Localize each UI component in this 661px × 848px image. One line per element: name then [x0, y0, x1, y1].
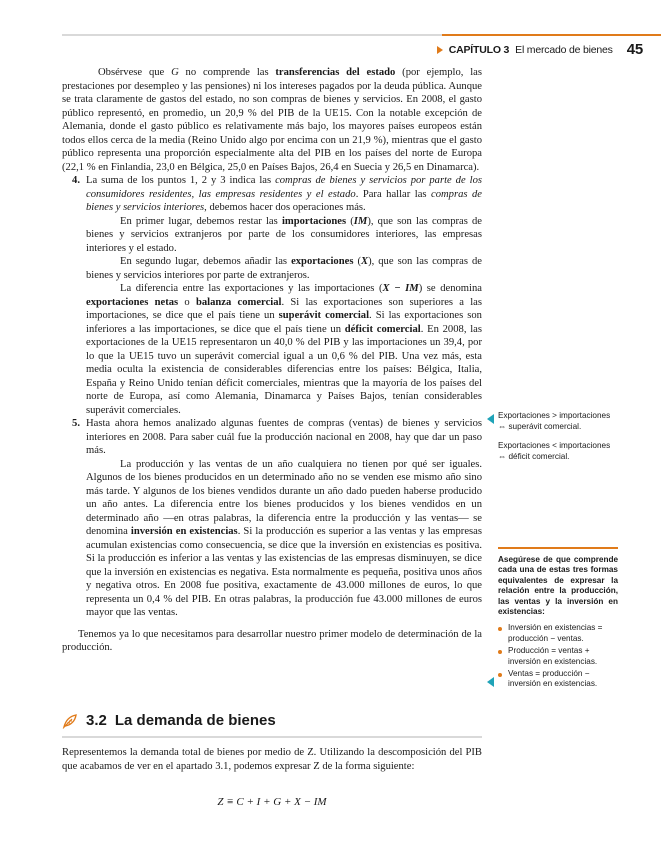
bullet-icon: [498, 627, 502, 631]
item4-para-2: En primer lugar, debemos restar las importaciones (IM), que son las compras de bienes y servicios extranjeros por parte de los consumidores interiores, las empresas interiores y el estado.: [86, 215, 483, 254]
leaf-icon: [62, 713, 78, 729]
item-number: 4.: [72, 175, 80, 186]
chapter-label: CAPÍTULO 3: [448, 43, 510, 56]
key-point-box: [498, 547, 618, 692]
header-rule: [62, 34, 661, 36]
bullet-icon: [498, 673, 502, 677]
box-list-item: Ventas = producción − inversión en existencias.: [498, 669, 618, 690]
section-paragraph: Representemos la demanda total de bienes por medio de Z. Utilizando la descomposición del PIB que acabamos de ver en el apartado 3.1, podemos expresar Z de la forma siguiente:: [62, 747, 482, 772]
section-heading: [62, 712, 276, 729]
box-list-item: Inversión en existencias = producción − ventas.: [498, 623, 618, 644]
page-number: 45: [626, 41, 643, 58]
list-item-5: [62, 417, 482, 620]
item5-para-2: La producción y las ventas de un año cualquiera no tienen por qué ser iguales. Algunos de los bienes producidos en un determinado año no se venden ese mismo año sino más tarde. Y algunos de los bienes vendidos durante un año dado pueden haberse producido un año antes. La diferencia entre los bienes producidos y los bienes vendidos en un determinado año —en otras palabras, la diferencia entre la producción y las ventas— se denomina inversión en existencias. Si la producción es superior a las ventas y las empresas acumulan existencias como consecuencia, se dice que la inversión en existencias es positiva. Si la producción es inferior a las ventas y las existencias de las empresas disminuyen, se dice que la inversión en existencias es negativa. Esta normalmente es pequeña, positiva unos años y negativa otros. En 2008 fue positiva, exactamente de 43.000 millones de euros, lo que representa un 0,4 % del PIB. En otras palabras, la producción fue 43.000 millones de euros mayor que las ventas.: [86, 458, 482, 618]
item-number: 5.: [72, 418, 80, 429]
sidenote-deficit: Exportaciones < importaciones ⇔ déficit comercial.: [498, 441, 611, 461]
box-rule: [498, 547, 618, 549]
demand-formula: Z ≡ C + I + G + X − IM: [217, 796, 327, 808]
box-list-item: Producción = ventas + inversión en existencias.: [498, 646, 618, 667]
main-text: [62, 66, 482, 655]
box-list: [498, 623, 618, 689]
box-intro: Asegúrese de que comprende cada una de estas tres formas equivalentes de expresar la relación entre la producción, las ventas y la inversión en existencias:: [498, 555, 618, 617]
section-rule: [62, 736, 482, 738]
margin-marker-icon: [487, 677, 494, 687]
item4-para-1: La suma de los puntos 1, 2 y 3 indica las compras de bienes y servicios por parte de los consumidores residentes, las empresas residentes y el estado. Para hallar las compras de bienes y servicios interiores, debemos hacer dos operaciones más.: [86, 175, 483, 213]
list-item-4: [62, 174, 482, 417]
section-title: La demanda de bienes: [114, 712, 276, 729]
item5-para-1: Hasta ahora hemos analizado algunas fuentes de compras (ventas) de bienes y servicios interiores en 2008. Para saber cuál fue la producción nacional en 2008, hay que dar un paso más.: [86, 418, 482, 456]
item4-para-3: En segundo lugar, debemos añadir las exportaciones (X), que son las compras de bienes y servicios interiores por parte de extranjeros.: [86, 256, 482, 281]
margin-marker-icon: [487, 414, 494, 424]
chapter-title: El mercado de bienes: [515, 43, 613, 56]
sidenote-surplus: Exportaciones > importaciones ⇔ superávit comercial.: [498, 411, 611, 431]
bullet-icon: [498, 650, 502, 654]
header-arrow-icon: [437, 46, 443, 54]
closing-paragraph: Tenemos ya lo que necesitamos para desarrollar nuestro primer modelo de determinación de la producción.: [62, 628, 482, 653]
running-header: [437, 41, 643, 58]
intro-paragraph: Obsérvese que G no comprende las transferencias del estado (por ejemplo, las prestaciones por desempleo y las pensiones) ni los intereses pagados por la deuda pública. Aunque se trata claramente de gastos del estado, no son compras de bienes y servicios. En 2008, el gasto público representó, en promedio, un 20,9 % del PIB de la UE15. Con la notable excepción de Alemania, donde el gasto público es relativamente más bajo, los mayores países europeos están todos ellos cerca de la media (Reino Unido algo por encima con un 21,9 %), mientras que el gasto público representa una proporción especialmente alta del PIB en los países del norte de Europa (22,1 % en Finlandia, 23,0 en Bélgica, 25,0 en Países Bajos, 26,4 en Suecia y 26,5 en Dinamarca).: [62, 67, 482, 173]
item4-para-4: La diferencia entre las exportaciones y las importaciones (X − IM) se denomina exportaciones netas o balanza comercial. Si las exportaciones son superiores a las importaciones, se dice que el país tiene un superávit comercial. Si las exportaciones son inferiores a las importaciones, se dice que el país tiene un déficit comercial. En 2008, las exportaciones de la UE15 representaron un 40,0 % del PIB y las importaciones un 39,4, por lo que la UE15 tuvo un superávit comercial igual a un 0,6 % del PIB. Una vez más, esta media oculta la existencia de considerables diferencias entre los países: Bélgica, Italia, España y Reino Unido tenían déficit comerciales, mientras que la mayoría de los países del norte de Europa, así como Alemania, Dinamarca y Países Bajos, tenían considerables superávit comerciales.: [86, 283, 483, 416]
section-number: 3.2: [86, 712, 107, 729]
